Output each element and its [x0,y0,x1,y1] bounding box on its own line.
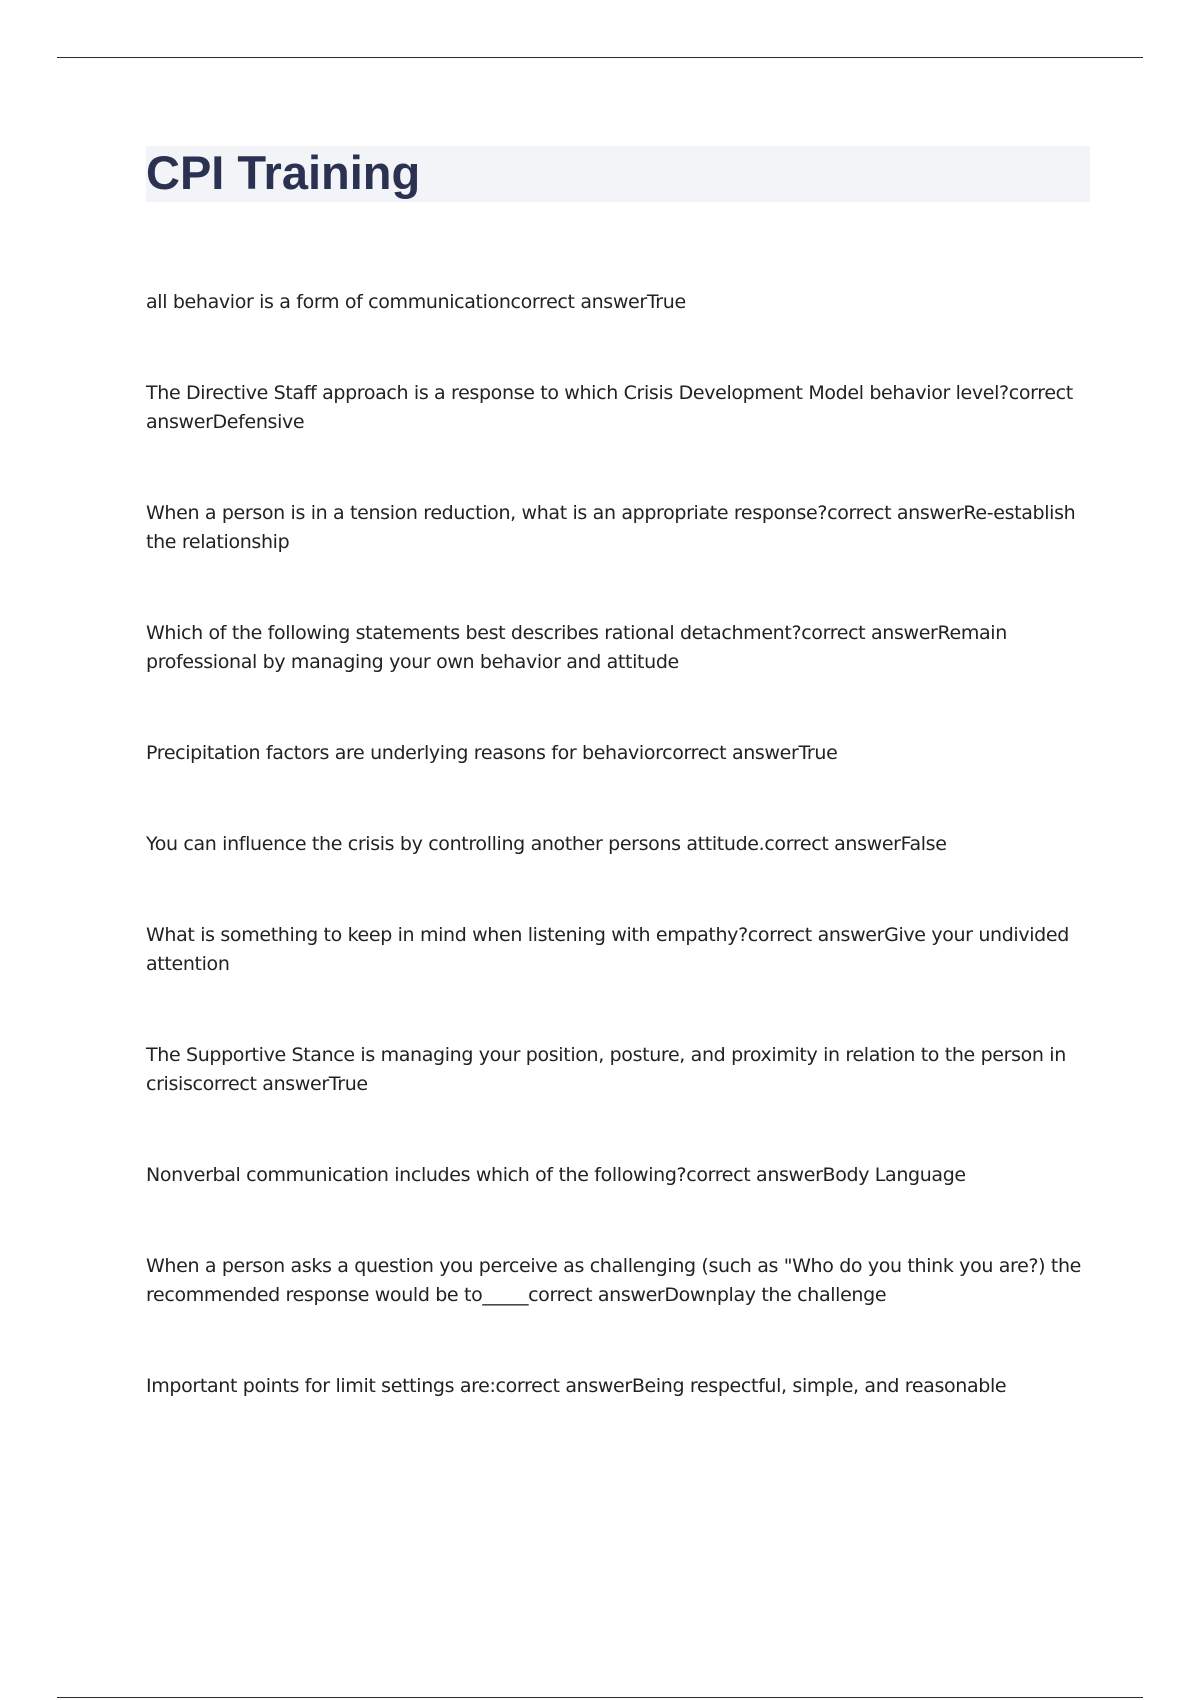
document-title: CPI Training [146,146,421,199]
qa-item: What is something to keep in mind when listening with empathy?correct answerGive your undivided attention [146,924,1069,975]
qa-item: Precipitation factors are underlying reasons for behaviorcorrect answerTrue [146,742,838,764]
qa-item: Important points for limit settings are:correct answerBeing respectful, simple, and reasonable [146,1375,1007,1397]
qa-item: You can influence the crisis by controlling another persons attitude.correct answerFalse [146,833,947,855]
qa-list [146,288,1086,1463]
qa-item: all behavior is a form of communicationcorrect answerTrue [146,291,686,313]
qa-item: Nonverbal communication includes which of the following?correct answerBody Language [146,1164,966,1186]
qa-item: When a person is in a tension reduction, what is an appropriate response?correct answerRe-establish the relationship [146,502,1076,553]
qa-item: Which of the following statements best describes rational detachment?correct answerRemain professional by managing your own behavior and attitude [146,622,1007,673]
footer-rule [57,1697,1143,1698]
qa-item: When a person asks a question you perceive as challenging (such as "Who do you think you are?) the recommended response would be to_____correct answerDownplay the challenge [146,1255,1082,1306]
qa-item: The Directive Staff approach is a response to which Crisis Development Model behavior level?correct answerDefensive [146,382,1073,433]
qa-item: The Supportive Stance is managing your position, posture, and proximity in relation to the person in crisiscorrect answerTrue [146,1044,1066,1095]
header-rule [57,57,1143,58]
